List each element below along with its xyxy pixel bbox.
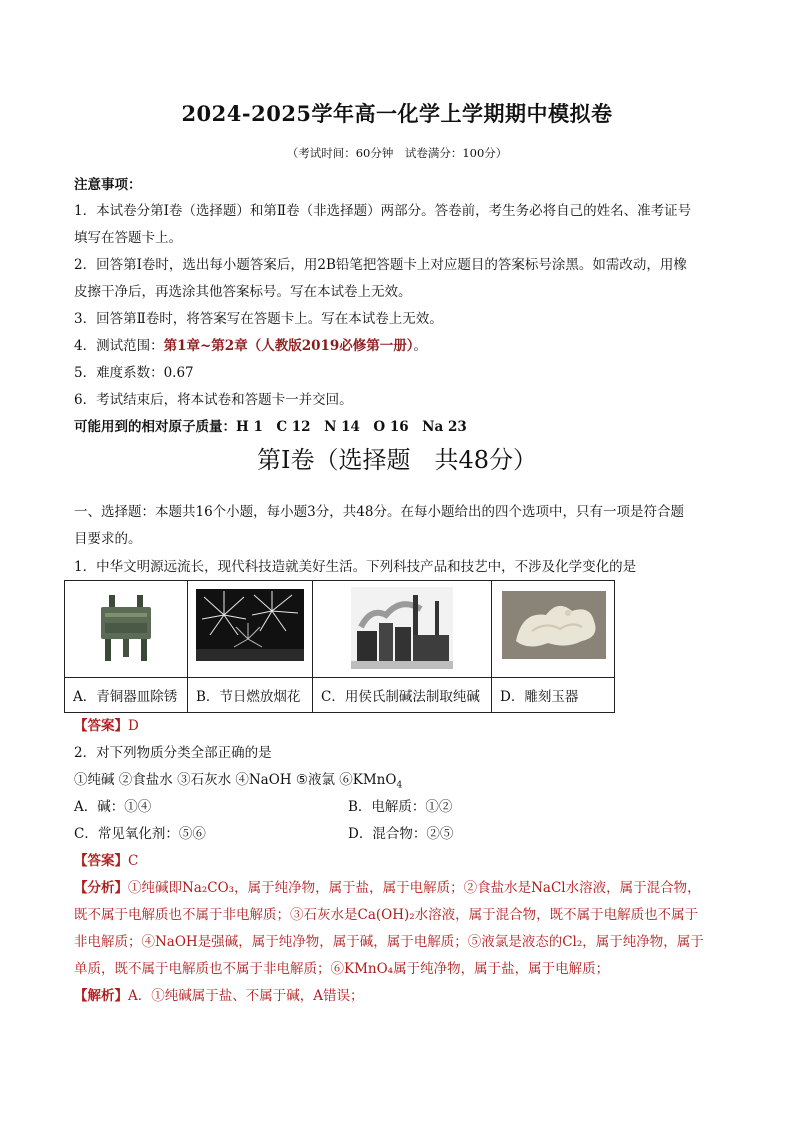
- notice-line-4: [74, 334, 427, 354]
- q1-image-d: [492, 581, 615, 678]
- q1-image-b: [188, 581, 313, 678]
- notice-line-3: 3．回答第Ⅱ卷时，将答案写在答题卡上。写在本试卷上无效。: [74, 311, 443, 327]
- notice-line-5: 5．难度系数：0.67: [74, 365, 194, 381]
- notice-line-4-suffix: 。: [413, 338, 428, 354]
- q1-answer-tag: 【答案】: [74, 718, 128, 734]
- q2-analysis-tag: 【分析】: [74, 880, 128, 896]
- q1-option-d: D．雕刻玉器: [492, 678, 615, 713]
- q2-answer-tag: 【答案】: [74, 853, 128, 869]
- q2-stem: 2．对下列物质分类全部正确的是: [74, 745, 272, 761]
- instructions-line-1: 一、选择题：本题共16个小题，每小题3分，共48分。在每小题给出的四个选项中，只有一项是符合题: [74, 504, 684, 520]
- notice-line-2: 2．回答第Ⅰ卷时，选出每小题答案后，用2B铅笔把答题卡上对应题目的答案标号涂黑。如需改动，用橡: [74, 257, 687, 273]
- q2-analysis-line-2: 既不属于电解质也不属于非电解质；③石灰水是Ca(OH)₂水溶液，属于混合物，既不属于电解质也不属于: [74, 907, 699, 923]
- atomic-masses: 可能用到的相对原子质量：H 1 C 12 N 14 O 16 Na 23: [74, 419, 467, 435]
- q1-option-c: C．用侯氏制碱法制取纯碱: [313, 678, 492, 713]
- instructions-line-1b: 目要求的。: [74, 531, 142, 547]
- q2-option-a: A．碱：①④: [74, 799, 152, 815]
- section-heading: 第Ⅰ卷（选择题 共48分）: [256, 446, 538, 474]
- factory-icon: [351, 587, 453, 669]
- notice-line-1: 1．本试卷分第Ⅰ卷（选择题）和第Ⅱ卷（非选择题）两部分。答卷前，考生务必将自己的姓名、准考证号: [74, 203, 692, 219]
- notice-line-6: 6．考试结束后，将本试卷和答题卡一并交回。: [74, 392, 353, 408]
- q2-analysis-line-4: 单质，既不属于电解质也不属于非电解质；⑥KMnO₄属于纯净物，属于盐，属于电解质；: [74, 961, 610, 977]
- q1-stem: 1．中华文明源远流长，现代科技造就美好生活。下列科技产品和技艺中，不涉及化学变化的是: [74, 559, 637, 575]
- fireworks-icon: [196, 589, 304, 661]
- q2-explanation-text-1: A．①纯碱属于盐、不属于碱，A错误；: [128, 988, 364, 1004]
- q2-option-b: B．电解质：①②: [348, 799, 453, 815]
- q1-option-a: A．青铜器皿除锈: [65, 678, 188, 713]
- q2-items-text: ①纯碱 ②食盐水 ③石灰水 ④NaOH ⑤液氯 ⑥KMnO: [74, 772, 397, 788]
- q1-answer-value: D: [128, 718, 139, 734]
- notice-heading: 注意事项：: [74, 177, 142, 193]
- jade-carving-icon: [502, 591, 606, 659]
- q2-answer: [74, 849, 138, 869]
- q2-analysis-line-3: 非电解质；④NaOH是强碱，属于纯净物，属于碱，属于电解质；⑤液氯是液态的Cl₂，属于纯净物，属于: [74, 934, 704, 950]
- q2-explanation-line-1: [74, 984, 364, 1004]
- q2-analysis-line-1: [74, 876, 701, 896]
- page-title: 2024-2025学年高一化学上学期期中模拟卷: [181, 101, 613, 126]
- q2-items-subscript: 4: [396, 780, 403, 791]
- notice-line-1b: 填写在答题卡上。: [74, 230, 182, 246]
- test-scope: 第1章~第2章（人教版2019必修第一册）: [163, 338, 414, 354]
- q1-image-c: [313, 581, 492, 678]
- q2-explanation-tag: 【解析】: [74, 988, 128, 1004]
- notice-line-4-prefix: 4．测试范围：: [74, 338, 164, 354]
- q2-option-d: D．混合物：②⑤: [348, 826, 454, 842]
- exam-info: （考试时间：60分钟 试卷满分：100分）: [286, 146, 508, 160]
- q2-answer-value: C: [128, 853, 139, 869]
- q1-answer: [74, 714, 139, 734]
- q2-option-c: C．常见氧化剂：⑤⑥: [74, 826, 206, 842]
- q1-image-a: [65, 581, 188, 678]
- q2-items: [74, 768, 402, 791]
- q1-option-b: B．节日燃放烟花: [188, 678, 313, 713]
- bronze-vessel-icon: [95, 593, 157, 665]
- notice-line-2b: 皮擦干净后，再选涂其他答案标号。写在本试卷上无效。: [74, 284, 412, 300]
- q1-options-table: [64, 580, 615, 713]
- q2-analysis-text-1: ①纯碱即Na₂CO₃，属于纯净物，属于盐，属于电解质；②食盐水是NaCl水溶液，属于混合物，: [128, 880, 701, 896]
